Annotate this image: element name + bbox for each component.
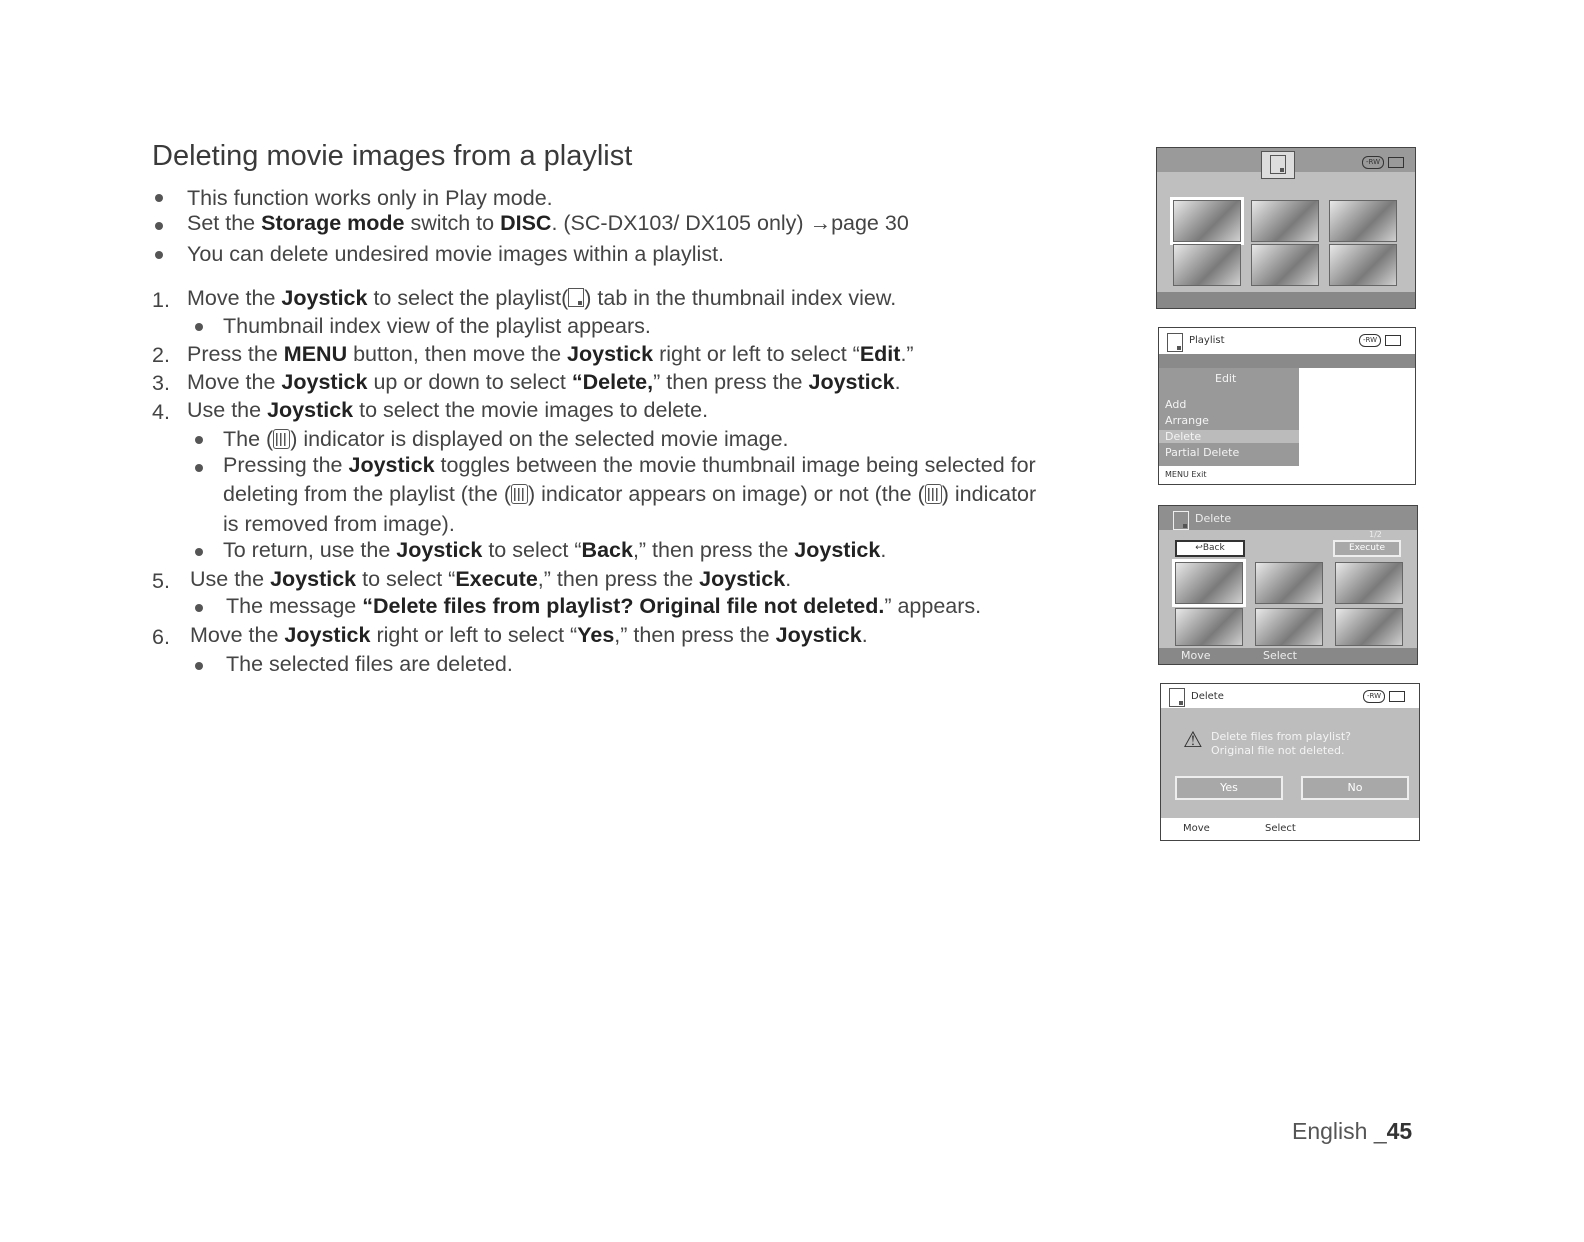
disc-icon: -RW: [1363, 690, 1385, 703]
playlist-icon: [1173, 511, 1189, 530]
disc-icon: -RW: [1362, 156, 1384, 169]
scroll-bar: [1157, 292, 1415, 308]
thumbnail: [1255, 608, 1323, 646]
step-6: Move the Joystick right or left to select “Yes,” then press the Joystick.: [190, 623, 868, 647]
move-label: Move: [1183, 823, 1210, 834]
step-number: 1.: [152, 288, 170, 312]
playlist-icon: [1167, 333, 1183, 352]
bullet: [155, 222, 163, 230]
step-number: 2.: [152, 343, 170, 367]
step-number: 6.: [152, 625, 170, 649]
thumbnail: [1175, 562, 1243, 604]
screen-confirm-delete: [1160, 683, 1420, 841]
confirm-message-1: Delete files from playlist?: [1211, 730, 1351, 743]
menu-item-partial-delete[interactable]: Partial Delete: [1165, 446, 1240, 459]
select-label: Select: [1263, 649, 1297, 662]
playlist-tab: [1261, 151, 1295, 179]
bullet: [155, 251, 163, 259]
screen-title: Playlist: [1189, 335, 1225, 346]
thumbnail: [1175, 608, 1243, 646]
bullet: [195, 604, 203, 612]
trash-icon: [925, 484, 942, 504]
thumbnail: [1173, 200, 1241, 242]
playlist-icon: [1270, 155, 1286, 174]
menu-panel: [1159, 368, 1299, 466]
thumbnail: [1255, 562, 1323, 604]
step-2: Press the MENU button, then move the Joystick right or left to select “Edit.”: [187, 342, 914, 366]
page-footer: English _45: [1292, 1118, 1413, 1144]
screen-footer: [1161, 818, 1419, 840]
screen-edit-menu: [1158, 327, 1416, 485]
step-1: Move the Joystick to select the playlist( ) tab in the thumbnail index view.: [187, 286, 897, 310]
menu-item-arrange[interactable]: Arrange: [1165, 414, 1209, 427]
back-button[interactable]: ↩Back: [1175, 540, 1245, 557]
select-label: Select: [1265, 823, 1296, 834]
battery-icon: [1385, 335, 1401, 346]
move-label: Move: [1181, 649, 1211, 662]
thumbnail: [1251, 200, 1319, 242]
screen-title: Delete: [1191, 691, 1224, 702]
playlist-icon: [568, 288, 584, 307]
page-title: Deleting movie images from a playlist: [152, 140, 633, 172]
menu-tabs: [1159, 354, 1415, 368]
step-5: Use the Joystick to select “Execute,” then press the Joystick.: [190, 567, 792, 591]
warning-icon: ⚠: [1183, 728, 1203, 753]
thumbnail: [1173, 244, 1241, 286]
execute-button[interactable]: Execute: [1333, 540, 1401, 557]
step-4-note-1: The ( ) indicator is displayed on the selected movie image.: [223, 427, 789, 451]
intro-line-1: This function works only in Play mode.: [187, 186, 553, 210]
thumbnail: [1329, 200, 1397, 242]
trash-icon: [511, 484, 528, 504]
yes-button[interactable]: Yes: [1175, 776, 1283, 800]
no-button[interactable]: No: [1301, 776, 1409, 800]
disc-icon: -RW: [1359, 334, 1381, 347]
step-1-note: Thumbnail index view of the playlist appears.: [223, 314, 651, 338]
menu-item-delete[interactable]: Delete: [1159, 430, 1299, 443]
step-6-note: The selected files are deleted.: [226, 652, 513, 676]
trash-icon: [273, 429, 290, 449]
step-number: 3.: [152, 371, 170, 395]
thumbnail: [1335, 562, 1403, 604]
screen-select-delete: [1158, 505, 1418, 665]
step-number: 4.: [152, 400, 170, 424]
bullet: [195, 436, 203, 444]
screen-thumbnail-index: [1156, 147, 1416, 309]
screen-footer: [1159, 648, 1417, 664]
bullet: [195, 662, 203, 670]
step-number: 5.: [152, 569, 170, 593]
bullet: [195, 548, 203, 556]
step-4-note-3: To return, use the Joystick to select “Back,” then press the Joystick.: [223, 538, 887, 562]
battery-icon: [1388, 157, 1404, 168]
intro-line-3: You can delete undesired movie images within a playlist.: [187, 242, 725, 266]
bullet: [155, 194, 163, 202]
step-4-note-2-cont: deleting from the playlist (the ( ) indicator appears on image) or not (the ( ) indicator: [223, 482, 1037, 506]
menu-footer: MENU Exit: [1165, 470, 1207, 479]
page-counter: 1/2: [1369, 530, 1382, 539]
playlist-icon: [1169, 688, 1185, 707]
thumbnail: [1335, 608, 1403, 646]
menu-header: Edit: [1215, 372, 1237, 385]
bullet: [195, 323, 203, 331]
thumbnail: [1329, 244, 1397, 286]
step-5-note: The message “Delete files from playlist? Original file not deleted.” appears.: [226, 594, 982, 618]
step-3: Move the Joystick up or down to select “Delete,” then press the Joystick.: [187, 370, 901, 394]
thumbnail: [1251, 244, 1319, 286]
confirm-message-2: Original file not deleted.: [1211, 744, 1345, 757]
battery-icon: [1389, 691, 1405, 702]
bullet: [195, 464, 203, 472]
step-4-note-2: Pressing the Joystick toggles between the movie thumbnail image being selected for: [223, 453, 1036, 477]
step-4: Use the Joystick to select the movie images to delete.: [187, 398, 709, 422]
intro-line-2: Set the Storage mode switch to DISC. (SC-DX103/ DX105 only) →page 30: [187, 211, 909, 235]
menu-item-add[interactable]: Add: [1165, 398, 1187, 411]
screen-title: Delete: [1195, 512, 1232, 525]
step-4-note-2-end: is removed from image).: [223, 512, 455, 536]
